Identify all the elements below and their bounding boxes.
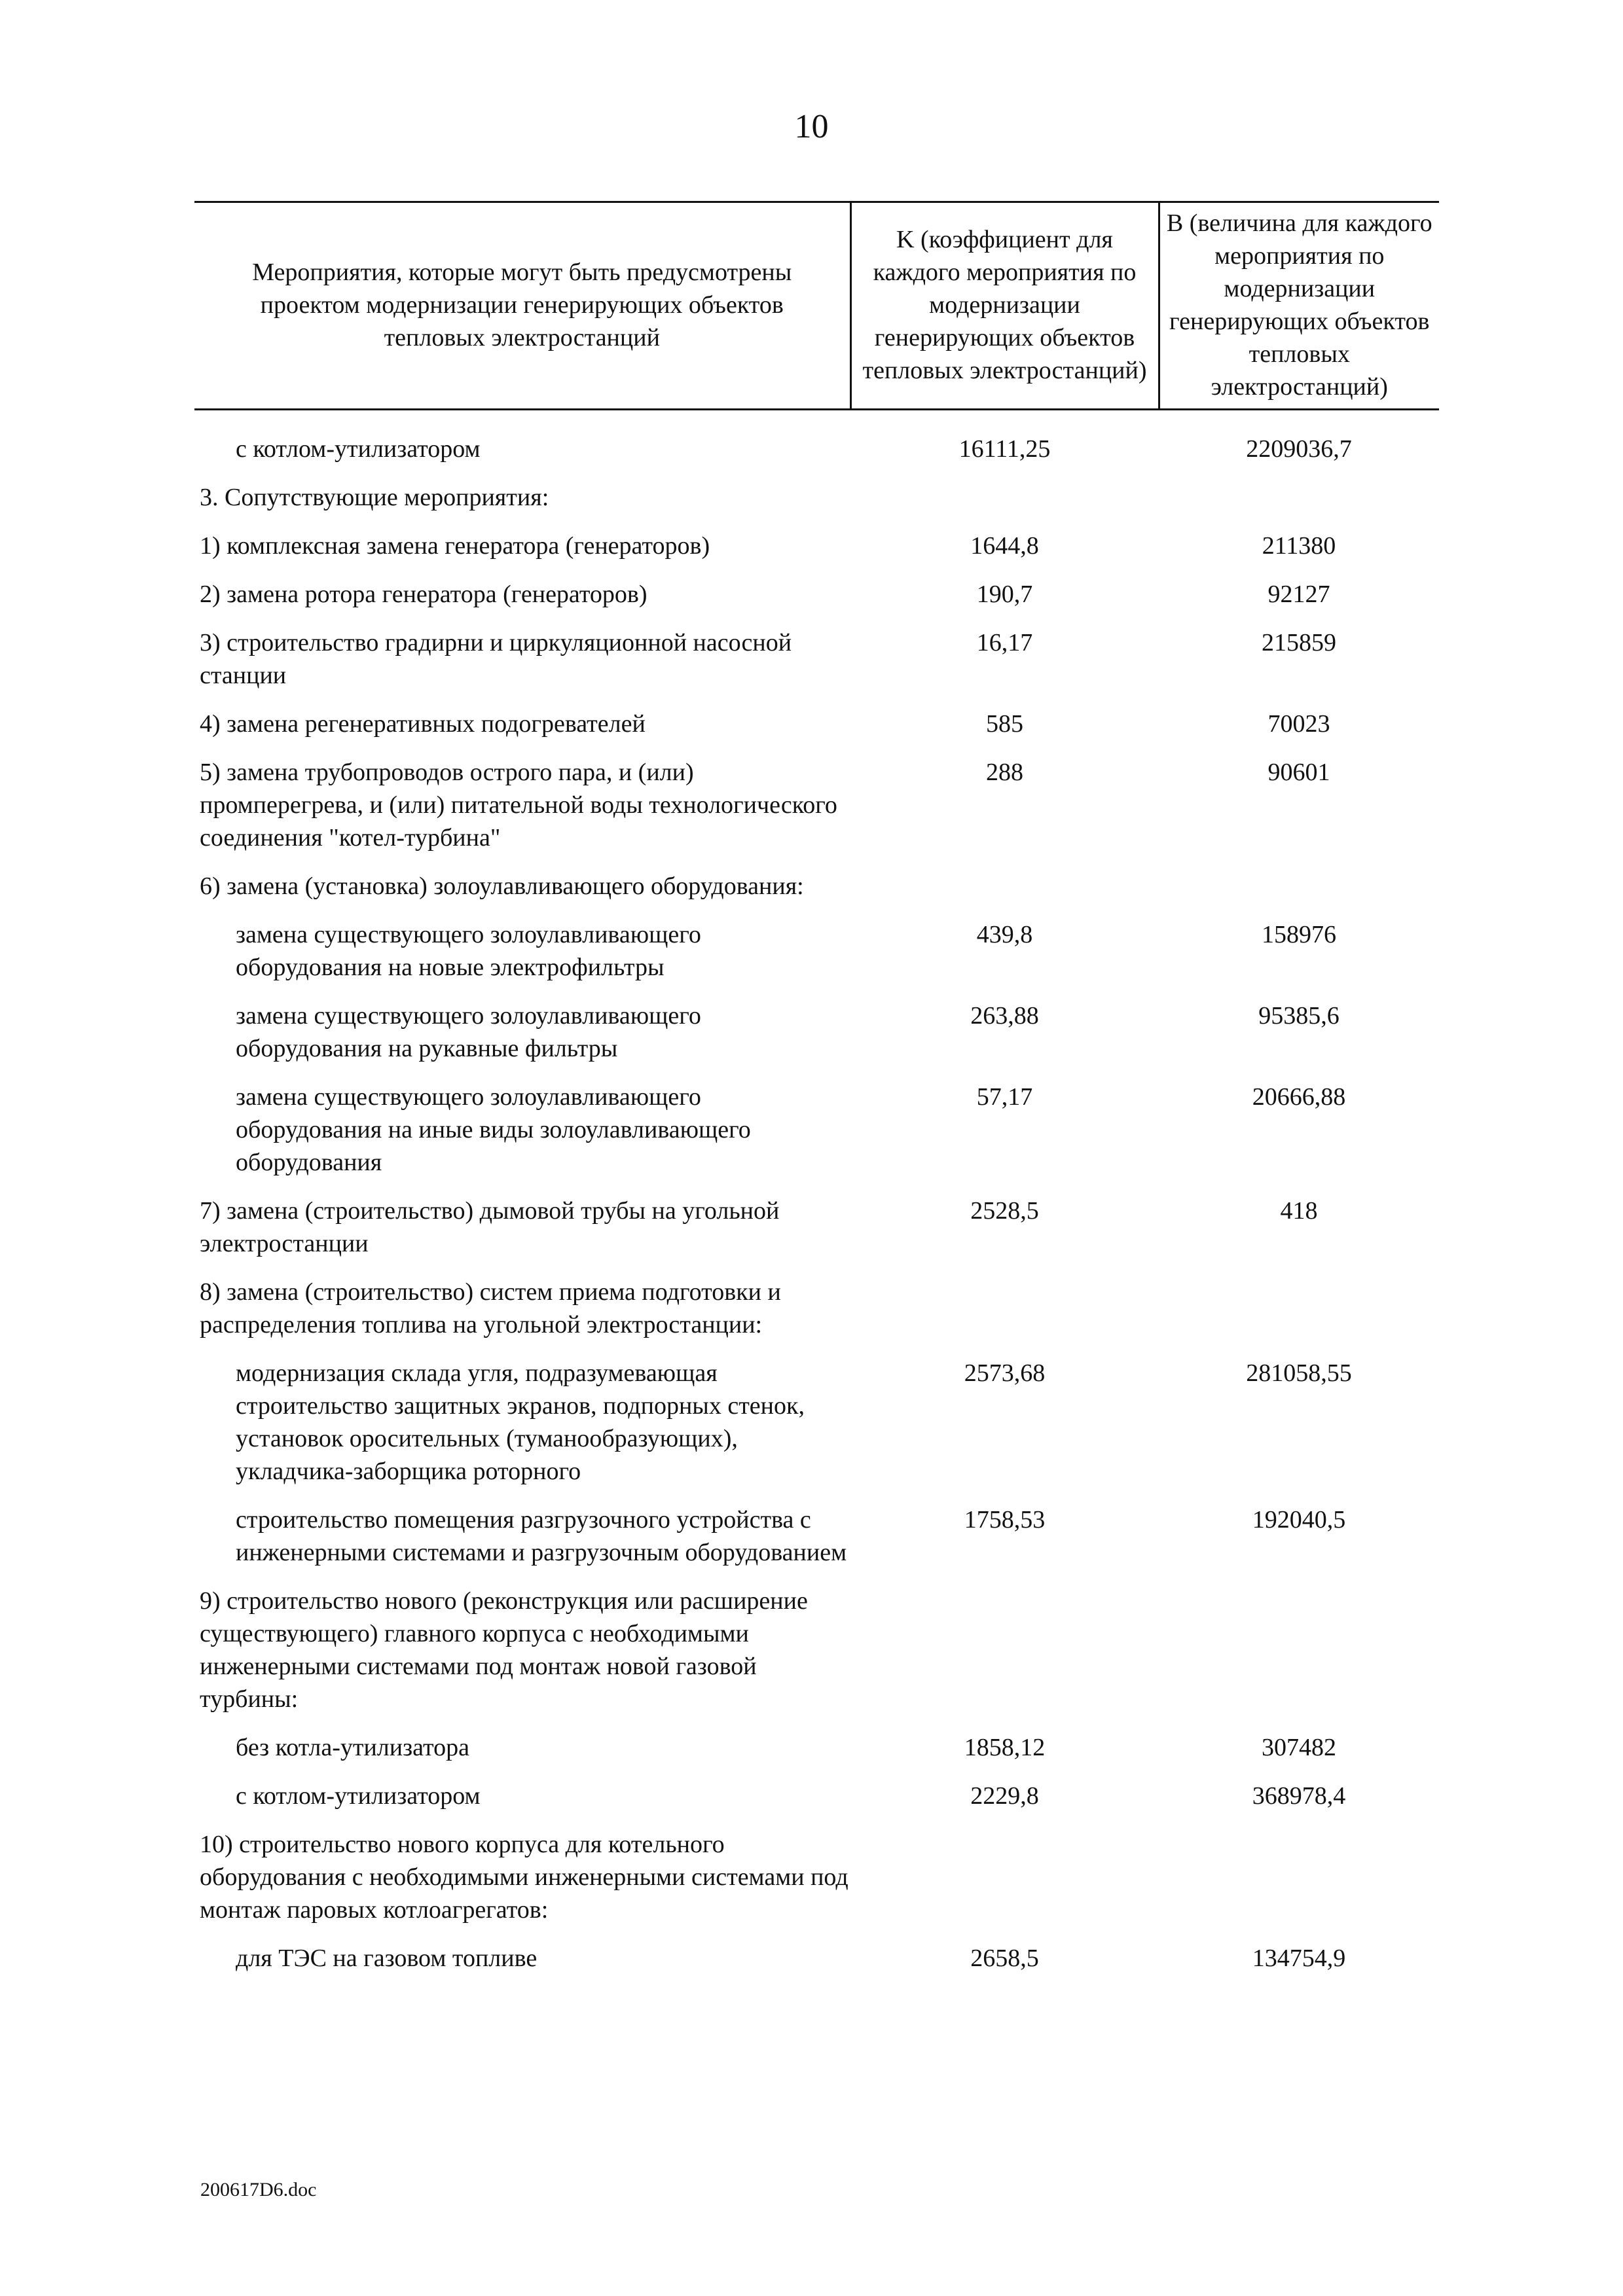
table-row xyxy=(194,529,1439,578)
table-row xyxy=(194,708,1439,756)
table-row xyxy=(194,870,1439,918)
measure-name: 3) строительство градирни и циркуляционной насосной станции xyxy=(200,629,792,689)
table-row xyxy=(194,481,1439,529)
header-measures: Мероприятия, которые могут быть предусмотрены проектом модернизации генерирующих объектов тепловых электростанций xyxy=(252,259,792,351)
measure-b: 90601 xyxy=(1267,759,1330,786)
measure-name: строительство помещения разгрузочного устройства с инженерными системами и разгрузочным оборудованием xyxy=(236,1506,847,1566)
measure-b: 95385,6 xyxy=(1258,1002,1340,1030)
measure-k xyxy=(850,1828,1159,1942)
measure-b: 70023 xyxy=(1267,710,1330,738)
measure-k: 2573,68 xyxy=(964,1359,1046,1387)
table-row xyxy=(194,433,1439,481)
measure-k: 1858,12 xyxy=(964,1734,1046,1761)
table-row xyxy=(194,1942,1439,1990)
measure-k xyxy=(850,481,1159,529)
measure-name: замена существующего золоулавливающего оборудования на иные виды золоулавливающего оборудования xyxy=(236,1083,751,1176)
measure-name: 8) замена (строительство) систем приема подготовки и распределения топлива на угольной электростанции: xyxy=(200,1278,781,1338)
table-row xyxy=(194,918,1439,999)
table-row xyxy=(194,626,1439,708)
measure-b: 281058,55 xyxy=(1246,1359,1352,1387)
measure-k xyxy=(850,870,1159,918)
measure-b: 215859 xyxy=(1262,629,1336,656)
measure-b: 92127 xyxy=(1267,581,1330,608)
measure-name: замена существующего золоулавливающего оборудования на новые электрофильтры xyxy=(236,921,701,981)
header-coefficient-k: K (коэффициент для каждого мероприятия по модернизации генерирующих объектов тепловых электростанций) xyxy=(850,202,1159,410)
measure-b xyxy=(1159,481,1439,529)
table-row xyxy=(194,578,1439,626)
page-number: 10 xyxy=(794,108,829,145)
measure-k: 16,17 xyxy=(976,629,1033,656)
table-row xyxy=(194,1731,1439,1780)
measures-table xyxy=(194,201,1439,1990)
table-row xyxy=(194,1357,1439,1503)
measure-b: 2209036,7 xyxy=(1246,435,1352,463)
measure-name: с котлом-утилизатором xyxy=(236,1782,481,1810)
measure-name: 10) строительство нового корпуса для котельного оборудования с необходимыми инженерными системами под монтаж паровых котлоагрегатов: xyxy=(200,1831,848,1924)
measure-name: 2) замена ротора генератора (генераторов) xyxy=(200,581,647,608)
measure-k: 2229,8 xyxy=(970,1782,1039,1810)
measure-b: 134754,9 xyxy=(1252,1945,1346,1972)
measure-name: 6) замена (установка) золоулавливающего оборудования: xyxy=(200,872,804,900)
table-row xyxy=(194,1081,1439,1194)
table-row xyxy=(194,1503,1439,1585)
measure-name: 7) замена (строительство) дымовой трубы на угольной электростанции xyxy=(200,1197,780,1257)
table-spacer xyxy=(194,410,1439,433)
table-row xyxy=(194,999,1439,1081)
measure-name: 3. Сопутствующие мероприятия: xyxy=(200,484,549,511)
measure-b xyxy=(1159,1828,1439,1942)
measure-name: 9) строительство нового (реконструкция или расширение существующего) главного корпуса с необходимыми инженерными системами под монтаж новой газовой турбины: xyxy=(200,1587,808,1713)
table-row xyxy=(194,1780,1439,1828)
measure-k: 1758,53 xyxy=(964,1506,1046,1534)
measure-k: 585 xyxy=(986,710,1023,738)
measure-b: 20666,88 xyxy=(1252,1083,1346,1111)
measure-b: 418 xyxy=(1280,1197,1318,1225)
measure-name: модернизация склада угля, подразумевающая строительство защитных экранов, подпорных стенок, установок оросительных (туманообразующих), укладчика-заборщика роторного xyxy=(236,1359,805,1485)
measure-b: 368978,4 xyxy=(1252,1782,1346,1810)
measure-k: 263,88 xyxy=(970,1002,1039,1030)
measure-b xyxy=(1159,1585,1439,1731)
measure-name: 5) замена трубопроводов острого пара, и (или) промперегрева, и (или) питательной воды технологического соединения "котел-турбина" xyxy=(200,759,837,852)
measure-k xyxy=(850,1585,1159,1731)
measure-b: 192040,5 xyxy=(1252,1506,1346,1534)
measure-b xyxy=(1159,870,1439,918)
measure-name: замена существующего золоулавливающего оборудования на рукавные фильтры xyxy=(236,1002,701,1062)
measure-k: 190,7 xyxy=(976,581,1033,608)
measure-k: 288 xyxy=(986,759,1023,786)
measure-k: 2658,5 xyxy=(970,1945,1039,1972)
measure-name: без котла-утилизатора xyxy=(236,1734,469,1761)
measure-b: 211380 xyxy=(1262,532,1336,560)
measure-b xyxy=(1159,1276,1439,1357)
table-row xyxy=(194,756,1439,870)
measure-name: для ТЭС на газовом топливе xyxy=(236,1945,538,1972)
measure-name: с котлом-утилизатором xyxy=(236,435,481,463)
measure-name: 4) замена регенеративных подогревателей xyxy=(200,710,646,738)
measure-k: 16111,25 xyxy=(958,435,1051,463)
table-row xyxy=(194,1585,1439,1731)
measure-k xyxy=(850,1276,1159,1357)
measure-k: 2528,5 xyxy=(970,1197,1039,1225)
measure-k: 57,17 xyxy=(976,1083,1033,1111)
measure-k: 439,8 xyxy=(976,921,1033,948)
measure-name: 1) комплексная замена генератора (генераторов) xyxy=(200,532,710,560)
table-row xyxy=(194,1194,1439,1276)
measure-b: 307482 xyxy=(1262,1734,1336,1761)
table-row xyxy=(194,1276,1439,1357)
measure-b: 158976 xyxy=(1262,921,1336,948)
document-code: 200617D6.doc xyxy=(200,2179,317,2200)
header-value-b: B (величина для каждого мероприятия по модернизации генерирующих объектов тепловых электростанций) xyxy=(1159,202,1439,410)
table-header-row xyxy=(194,202,1439,410)
table-row xyxy=(194,1828,1439,1942)
measure-k: 1644,8 xyxy=(970,532,1039,560)
